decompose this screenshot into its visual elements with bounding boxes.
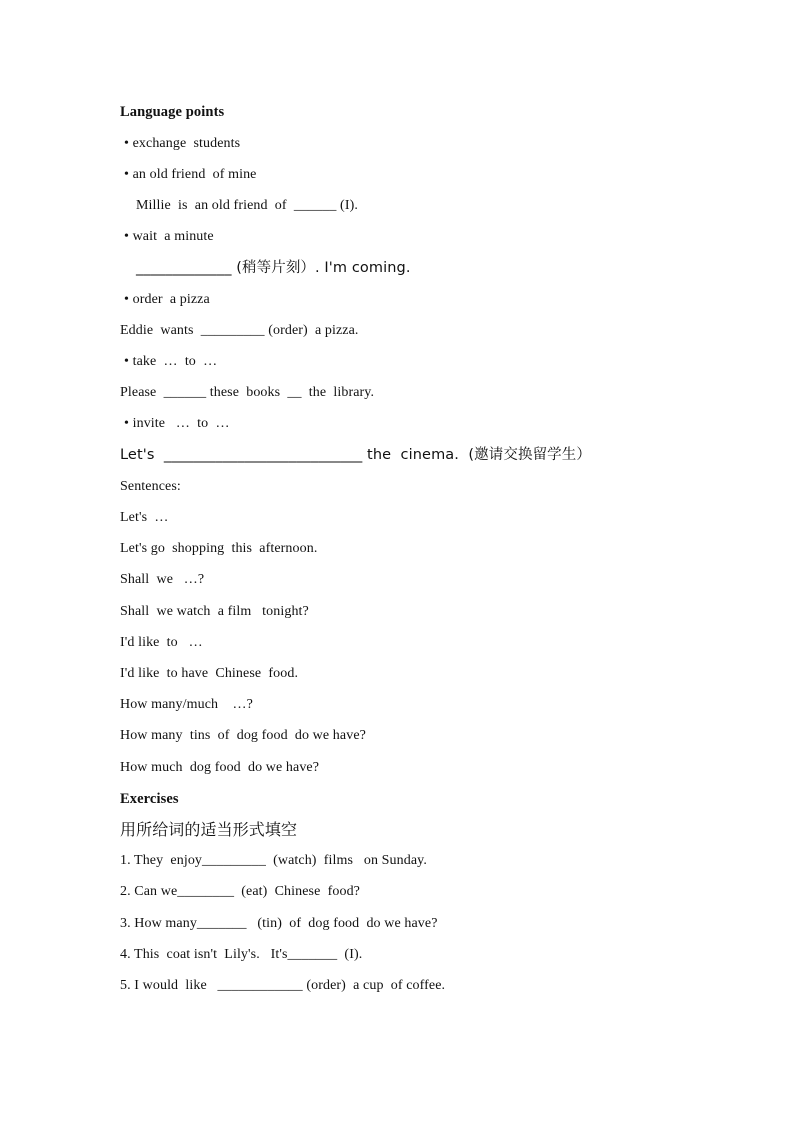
- exercise-item: 4. This coat isn't Lily's. It's_______ (I).: [120, 947, 363, 962]
- example-line: Please ______ these books __ the library.: [120, 385, 375, 400]
- language-point-line: • order a pizza: [124, 292, 210, 307]
- language-point-line: • wait a minute: [124, 229, 214, 244]
- sentence-line: How much dog food do we have?: [120, 760, 320, 775]
- language-points-heading: Language points: [120, 104, 225, 120]
- language-point-line: • an old friend of mine: [124, 167, 257, 182]
- sentence-line: Shall we watch a film tonight?: [120, 604, 309, 619]
- sentence-line: Shall we …?: [120, 572, 205, 587]
- sentence-line: Let's …: [120, 510, 169, 525]
- sentence-line: I'd like to have Chinese food.: [120, 666, 299, 681]
- sentence-line: How many tins of dog food do we have?: [120, 728, 366, 743]
- example-line: _____________ (稍等片刻）. I'm coming.: [136, 260, 411, 276]
- exercise-item: 3. How many_______ (tin) of dog food do we have?: [120, 916, 438, 931]
- exercise-item: 2. Can we________ (eat) Chinese food?: [120, 884, 360, 899]
- exercise-item: 5. I would like ____________ (order) a cup of coffee.: [120, 978, 446, 993]
- sentences-heading: Sentences:: [120, 479, 181, 494]
- exercises-heading: Exercises: [120, 791, 179, 807]
- sentence-line: I'd like to …: [120, 635, 203, 650]
- exercises-instruction: 用所给词的适当形式填空: [120, 820, 298, 839]
- exercise-item: 1. They enjoy_________ (watch) films on Sunday.: [120, 853, 427, 868]
- example-line: Let's ___________________________ the cinema. (邀请交换留学生）: [120, 447, 591, 463]
- sentence-line: How many/much …?: [120, 697, 253, 712]
- example-line: Millie is an old friend of ______ (I).: [136, 198, 358, 213]
- example-line: Eddie wants _________ (order) a pizza.: [120, 323, 359, 338]
- language-point-line: • exchange students: [124, 136, 241, 151]
- sentence-line: Let's go shopping this afternoon.: [120, 541, 318, 556]
- language-point-line: • invite … to …: [124, 416, 230, 431]
- language-point-line: • take … to …: [124, 354, 218, 369]
